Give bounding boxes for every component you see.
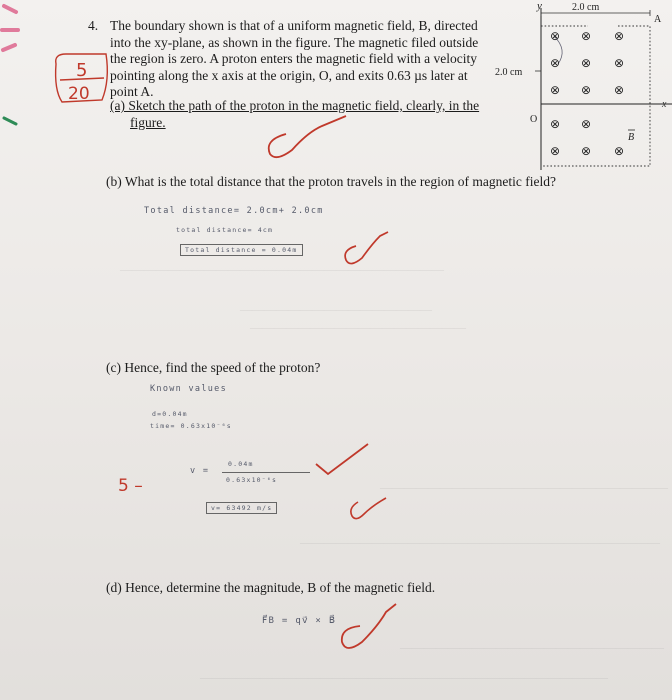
field-into-page-symbol: ⊗	[614, 56, 625, 70]
field-into-page-symbol: ⊗	[581, 117, 592, 131]
bleed-through-text: ――――――――――――――――――――――――	[380, 480, 668, 494]
part-a-line: (a) Sketch the path of the proton in the magnetic field, clearly, in the	[110, 98, 480, 113]
bleed-through-text: ――――――――――――――――――――――	[400, 640, 664, 654]
score-numerator: 5	[76, 60, 88, 81]
field-into-page-symbol: ⊗	[614, 144, 625, 158]
part-a-line: figure.	[130, 114, 166, 130]
handwritten-answer: time= 0.63x10⁻⁶s	[150, 422, 232, 430]
bleed-through-text: ―――――――――――――――――――――――――――	[120, 262, 444, 276]
fraction-bar	[222, 472, 310, 473]
point-a-label: A	[654, 14, 662, 25]
question-stem	[110, 18, 490, 101]
handwritten-answer-boxed: v= 63492 m/s	[206, 502, 277, 514]
margin-marks	[0, 0, 40, 140]
grader-check-mark	[340, 226, 390, 270]
grader-check-mark	[262, 112, 352, 164]
question-line: pointing along the x axis at the origin, O, and exits 0.63 µs later at	[110, 67, 468, 83]
grader-check-mark	[334, 600, 404, 656]
field-into-page-symbol: ⊗	[550, 56, 561, 70]
field-into-page-symbol: ⊗	[550, 117, 561, 131]
field-b-label: B	[628, 132, 635, 143]
part-b-prompt: (b) What is the total distance that the proton travels in the region of magnetic field?	[106, 174, 556, 189]
field-into-page-symbol: ⊗	[581, 56, 592, 70]
width-label: 2.0 cm	[572, 2, 600, 13]
field-into-page-symbol: ⊗	[550, 83, 561, 97]
field-into-page-symbol: ⊗	[614, 29, 625, 43]
field-into-page-symbol: ⊗	[581, 144, 592, 158]
bleed-through-text: ――――――――――――――――	[240, 302, 432, 316]
question-line: the region is zero. A proton enters the magnetic field with a velocity	[110, 51, 478, 66]
handwritten-denominator: 0.63x10⁻⁶s	[226, 476, 278, 484]
field-into-page-symbol: ⊗	[614, 83, 625, 97]
origin-label: O	[530, 114, 538, 125]
bleed-through-text: ――――――――――――――――――	[250, 320, 466, 334]
part-c-prompt: (c) Hence, find the speed of the proton?	[106, 360, 321, 375]
field-symbol-grid	[550, 29, 624, 158]
field-into-page-symbol: ⊗	[550, 144, 561, 158]
bleed-through-text: ――――――――――――――――――――――――――――――	[300, 535, 660, 549]
field-into-page-symbol: ⊗	[581, 29, 592, 43]
handwritten-formula: F⃗B = qv⃗ × B⃗	[262, 616, 337, 626]
handwritten-answer: d=0.04m	[152, 410, 188, 418]
handwritten-answer: Total distance= 2.0cm+ 2.0cm	[144, 206, 324, 216]
y-axis-label: y	[537, 0, 542, 12]
x-axis-label: x	[662, 99, 667, 110]
margin-score: 5 –	[118, 476, 143, 496]
question-number: 4.	[88, 18, 99, 33]
height-label: 2.0 cm	[495, 67, 523, 78]
handwritten-numerator: 0.04m	[228, 460, 254, 468]
score-denominator: 20	[68, 84, 90, 104]
handwritten-answer: Known values	[150, 384, 228, 394]
question-line: into the xy-plane, as shown in the figure. The magnetic filed outside	[110, 34, 479, 50]
question-line: The boundary shown is that of a uniform magnetic field, B, directed	[110, 18, 478, 33]
score-mark	[52, 50, 112, 106]
grader-check-mark	[314, 440, 370, 480]
field-into-page-symbol: ⊗	[550, 29, 561, 43]
handwritten-formula: v =	[190, 466, 210, 476]
handwritten-answer-boxed: Total distance = 0.04m	[180, 244, 303, 256]
grader-check-mark	[346, 494, 390, 526]
question-line: point A.	[110, 84, 154, 99]
magnetic-field-figure	[488, 0, 672, 172]
bleed-through-text: ――――――――――――――――――――――――――――――――――	[200, 670, 608, 684]
part-d-prompt: (d) Hence, determine the magnitude, B of the magnetic field.	[106, 580, 436, 595]
field-into-page-symbol: ⊗	[581, 83, 592, 97]
handwritten-answer: total distance= 4cm	[176, 226, 274, 234]
